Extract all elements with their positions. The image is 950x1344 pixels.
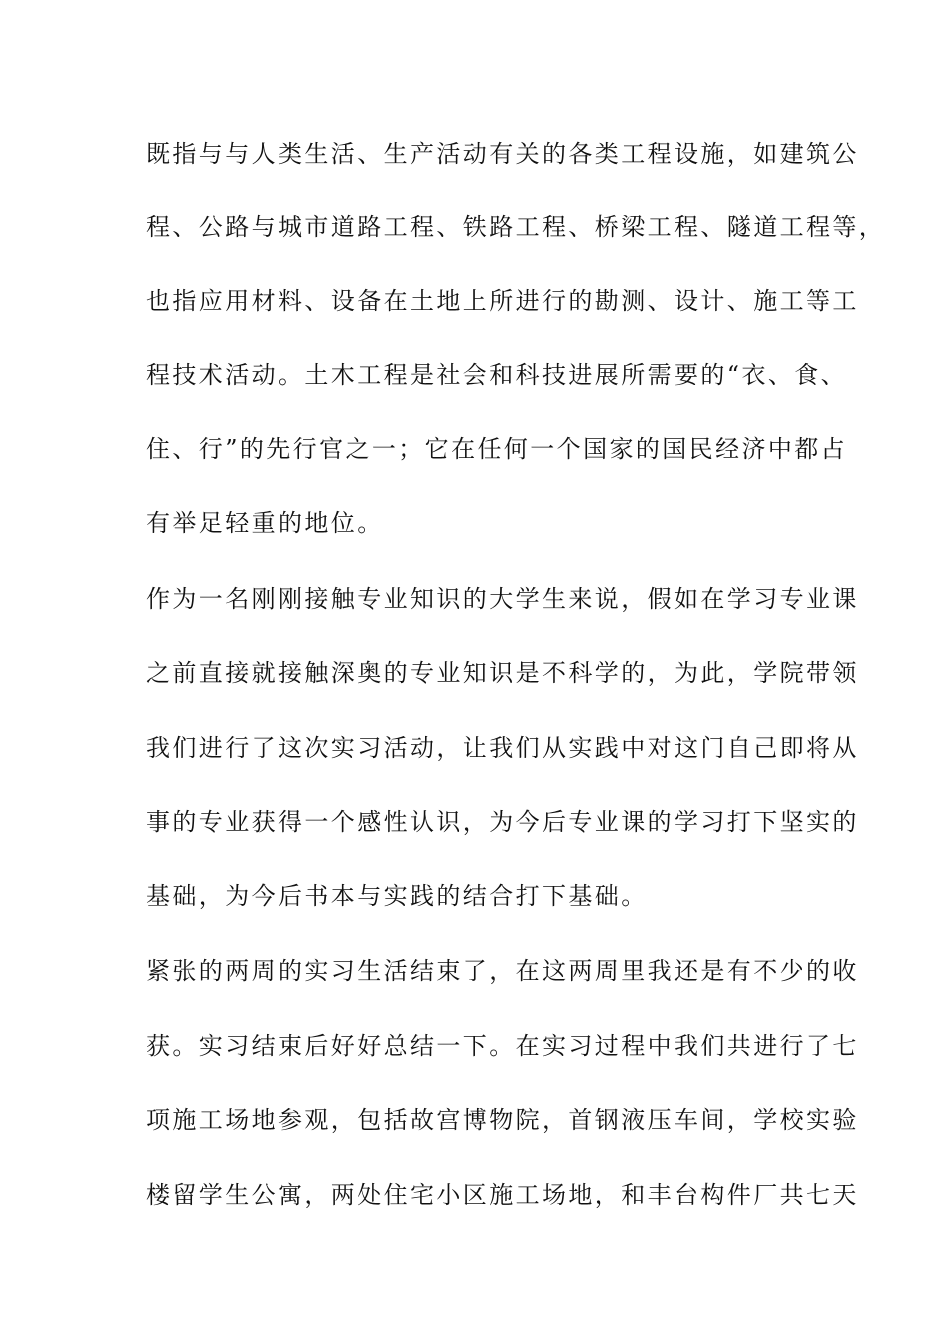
text-line: 紧张的两周的实习生活结束了，在这两周里我还是有不少的收 xyxy=(146,957,859,985)
text-line: 程技术活动。土木工程是社会和科技进展所需要的“衣、食、 xyxy=(146,361,848,389)
text-line: 事的专业获得一个感性认识，为今后专业课的学习打下坚实的 xyxy=(146,808,859,836)
text-line: 程、公路与城市道路工程、铁路工程、桥梁工程、隧道工程等， xyxy=(146,213,886,241)
text-line: 项施工场地参观，包括故宫博物院，首钢液压车间，学校实验 xyxy=(146,1106,859,1134)
text-line: 住、行”的先行官之一；它在任何一个国家的国民经济中都占 xyxy=(146,435,848,463)
text-line: 有举足轻重的地位。 xyxy=(146,509,384,537)
text-line: 也指应用材料、设备在土地上所进行的勘测、设计、施工等工 xyxy=(146,287,859,315)
text-line: 获。实习结束后好好总结一下。在实习过程中我们共进行了七 xyxy=(146,1032,859,1060)
text-line: 楼留学生公寓，两处住宅小区施工场地，和丰台构件厂共七天 xyxy=(146,1181,859,1209)
text-line: 之前直接就接触深奥的专业知识是不科学的，为此，学院带领 xyxy=(146,659,859,687)
text-line: 基础，为今后书本与实践的结合打下基础。 xyxy=(146,882,648,910)
text-line: 我们进行了这次实习活动，让我们从实践中对这门自己即将从 xyxy=(146,734,859,762)
text-line: 作为一名刚刚接触专业知识的大学生来说，假如在学习专业课 xyxy=(146,585,859,613)
text-line: 既指与与人类生活、生产活动有关的各类工程设施，如建筑公 xyxy=(146,140,859,168)
